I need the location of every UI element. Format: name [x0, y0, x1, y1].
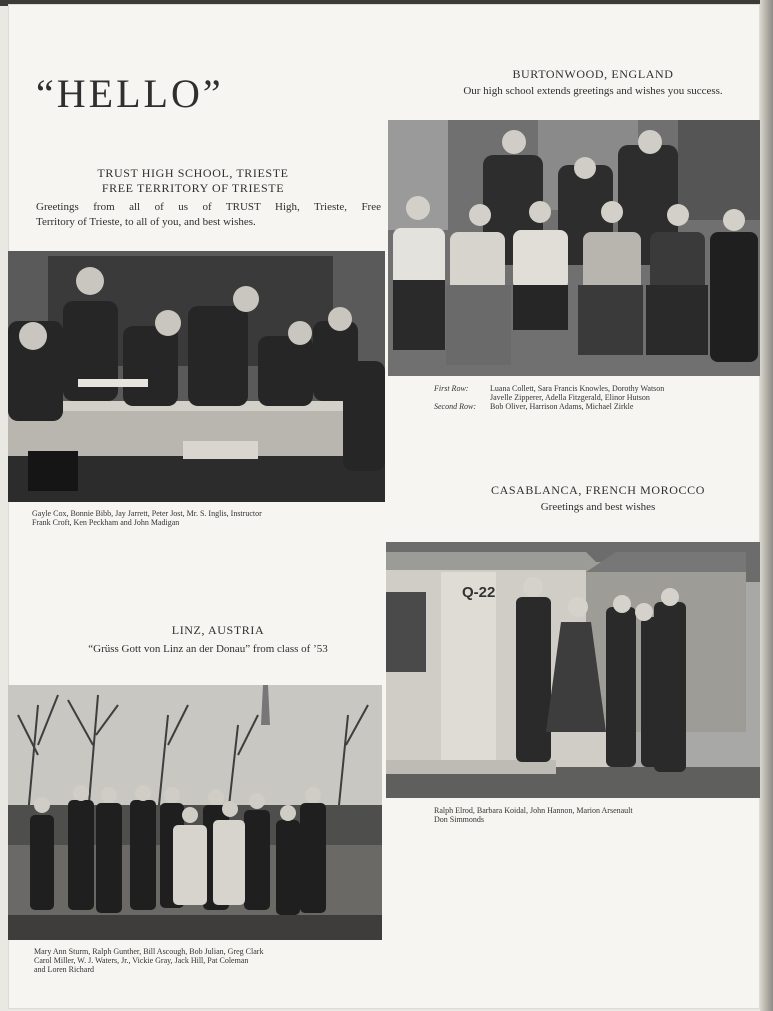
burtonwood-heading: BURTONWOOD, ENGLAND	[512, 67, 674, 81]
burtonwood-first-row-line-1: Luana Collett, Sara Francis Knowles, Dorothy Watson	[490, 384, 665, 393]
trieste-classroom-photo	[8, 251, 385, 502]
linz-text: “Grüss Gott von Linz an der Donau” from class of ’53	[88, 643, 328, 655]
trieste-text-line-1: Greetings from all of us of TRUST High, Trieste, Free	[36, 201, 381, 213]
casablanca-caption-line-1: Ralph Elrod, Barbara Koidal, John Hannon, Marion Arsenault	[434, 806, 633, 815]
page-title: “HELLO”	[36, 71, 224, 116]
linz-caption-line-2: Carol Miller, W. J. Waters, Jr., Vickie Gray, Jack Hill, Pat Coleman	[34, 956, 249, 965]
linz-caption-line-3: and Loren Richard	[34, 965, 94, 974]
burtonwood-first-row-label: First Row:	[434, 384, 469, 393]
trieste-text-line-2: Territory of Trieste, to all of you, and best wishes.	[36, 216, 256, 228]
burtonwood-first-row-line-2: Javelle Zipperer, Adella Fitzgerald, Elinor Hutson	[490, 393, 650, 402]
casablanca-heading: CASABLANCA, FRENCH MOROCCO	[491, 483, 705, 497]
building-sign-label: Q-22	[462, 584, 496, 601]
casablanca-text: Greetings and best wishes	[540, 501, 656, 513]
casablanca-building-photo	[386, 542, 760, 798]
yearbook-page	[8, 4, 760, 1009]
linz-heading: LINZ, AUSTRIA	[171, 623, 265, 637]
page-edge-shadow	[760, 0, 773, 1011]
casablanca-caption-line-2: Don Simmonds	[434, 815, 485, 824]
burtonwood-second-row-label: Second Row:	[434, 402, 476, 411]
burtonwood-second-row-line-1: Bob Oliver, Harrison Adams, Michael Zirkle	[490, 402, 634, 411]
linz-caption-line-1: Mary Ann Sturm, Ralph Gunther, Bill Ascough, Bob Julian, Greg Clark	[34, 947, 264, 956]
trieste-heading-1: TRUST HIGH SCHOOL, TRIESTE	[97, 166, 289, 180]
burtonwood-text: Our high school extends greetings and wishes you success.	[463, 85, 723, 97]
trieste-caption-line-1: Gayle Cox, Bonnie Bibb, Jay Jarrett, Peter Jost, Mr. S. Inglis, Instructor	[32, 509, 262, 518]
burtonwood-group-photo	[388, 120, 760, 376]
linz-group-photo	[8, 685, 382, 940]
trieste-caption-line-2: Frank Croft, Ken Peckham and John Madigan	[32, 518, 180, 527]
trieste-heading-2: FREE TERRITORY OF TRIESTE	[101, 181, 285, 195]
